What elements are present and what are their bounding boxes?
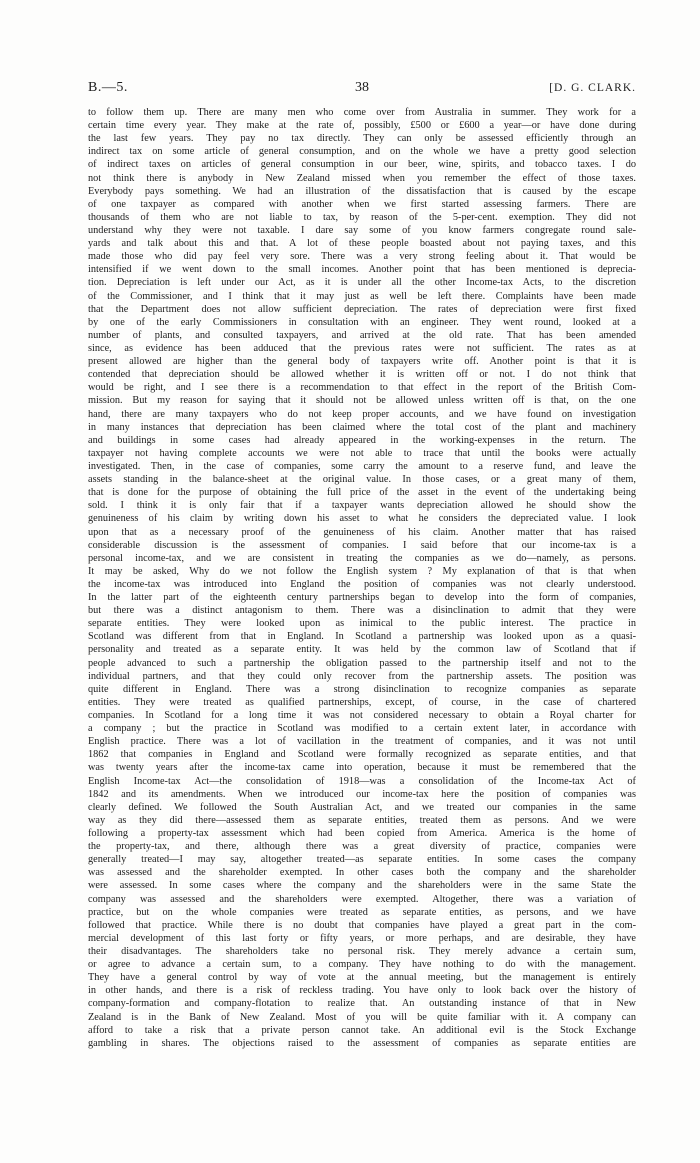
text-line: number of plants, and consulted taxpayers, and arrived at the old rate. That has been amended — [88, 329, 636, 341]
text-line: entities. They were treated as qualified partnerships, except, of course, in the case of chartered — [88, 696, 636, 708]
text-line: quite different in England. There was a strong disinclination to recognize companies as separate — [88, 683, 636, 695]
text-line: intensified if we went down to the small incomes. Another point that has been mentioned is deprecia- — [88, 264, 636, 276]
text-line: the last few years. They pay no tax directly. They can only be assessed efficiently through an — [88, 133, 636, 145]
text-line: In the latter part of the eighteenth century partnerships began to develop into the form of companies, — [88, 592, 636, 604]
text-line: It may be asked, Why do we not follow the English system ? My explanation of that is that when — [88, 565, 636, 577]
text-line: that the Department does not allow sufficient depreciation. The rates of depreciation were first fixed — [88, 303, 636, 315]
text-line: to follow them up. There are many men who come over from Australia in summer. They work for a — [88, 107, 636, 118]
text-line: made those who did pay feel very sore. There was a very strong feeling about it. That would be — [88, 251, 636, 263]
text-line: hand, there are many taxpayers who do not keep proper accounts, and we have found on investigation — [88, 408, 636, 420]
text-line: investigated. Then, in the case of companies, some carry the amount to a reserve fund, and leave the — [88, 460, 636, 472]
text-line: indirect tax on some article of general consumption, and on the whole we have a pretty good selection — [88, 146, 636, 158]
text-line: of indirect taxes on articles of general consumption in our beer, wine, spirits, and tobacco taxes. I do — [88, 159, 636, 171]
text-line: would be right, and I see there is a recommendation to that effect in the report of the British Com- — [88, 382, 636, 394]
text-line: contended that depreciation should be allowed whether it is written off or not. I do not think that — [88, 369, 636, 381]
text-line: understand why they were not taxable. I dare say some of you know farmers congregate round sale- — [88, 224, 636, 236]
text-line: Zealand is in the Bank of New Zealand. Most of you will be quite familiar with it. A company can — [88, 1011, 636, 1023]
text-line: people advanced to such a partnership the obligation passed to the partnership itself and not to the — [88, 657, 636, 669]
text-line: were assessed. In some cases where the company and the shareholders were in the same State the — [88, 880, 636, 892]
page-header — [88, 80, 636, 100]
text-line: since, as evidence has been adduced that the previous rates were not sufficient. The rates as at — [88, 342, 636, 354]
text-line: present allowed are higher than the general body of taxpayers write off. Another point is that it is — [88, 356, 636, 368]
text-line: followed that practice. While there is no doubt that companies have played a great part in the com- — [88, 919, 636, 931]
text-line: way as they did there—assessed them as separate entities, treated them as persons. And we were — [88, 814, 636, 826]
text-line: the property-tax, and there, although there was a great diversity of practice, companies were — [88, 841, 636, 853]
text-line: personality and treated as a separate entity. It was held by the common law of Scotland that if — [88, 644, 636, 656]
text-line: company-formation and company-flotation to realize that. An outstanding instance of that in New — [88, 998, 636, 1010]
text-line: of one taxpayer as compared with another when we first started assessing farmers. There are — [88, 198, 636, 210]
text-line: following a property-tax assessment which had been copied from America. America is the home of — [88, 828, 636, 840]
text-line: was assessed and the shareholder exempted. In other cases both the company and the shareholder — [88, 867, 636, 879]
text-line: afford to take a risk that a private person cannot take. An additional evil is the Stock Exchange — [88, 1024, 636, 1036]
text-line: 1862 that companies in England and Scotland were formally recognized as separate entities, and that — [88, 749, 636, 761]
text-line: mission. But my reason for saying that it should not be allowed unless written off is that, on the one — [88, 395, 636, 407]
text-line: clearly defined. We followed the South Australian Act, and we treated our companies in the same — [88, 801, 636, 813]
text-line: and buildings in some cases had already appeared in the working-expenses in the return. The — [88, 434, 636, 446]
text-line: English Income-tax Act—the consolidation of 1918—was a consolidation of the Income-tax Act of — [88, 775, 636, 787]
text-line: individual partners, and that they could only recover from the partnership assets. The position was — [88, 670, 636, 682]
text-line: considerable discussion is the assessment of companies. I said before that our income-tax is a — [88, 539, 636, 551]
text-line: tion. Depreciation is left under our Act, as it is under all the other Income-tax Acts, to the discretion — [88, 277, 636, 289]
text-line: companies. In Scotland for a long time it was not considered necessary to obtain a Royal charter for — [88, 710, 636, 722]
text-line: of the Commissioner, and I think that it may just as well be left there. Complaints have been made — [88, 290, 636, 302]
text-line: generally treated—I may say, altogether treated—as separate entities. In some cases the company — [88, 854, 636, 866]
text-line: They have a general control by way of vote at the annual meeting, but the management is entirely — [88, 972, 636, 984]
text-line: but there was a distinct antagonism to them. There was a disinclination to admit that they were — [88, 605, 636, 617]
text-line: assets standing in the balance-sheet at the original value. In those cases, or a great many of them, — [88, 474, 636, 486]
text-line: taxpayer not having complete accounts we were not able to trace that until the books were actually — [88, 447, 636, 459]
text-line: company was assessed and the shareholders were exempted. Altogether, there was a variation of — [88, 893, 636, 905]
text-line: Everybody pays something. We had an illustration of the dissatisfaction that is caused by the escape — [88, 185, 636, 197]
text-line: in many instances that depreciation has been claimed where the total cost of the plant and machinery — [88, 421, 636, 433]
text-line: genuineness of his claim by writing down his asset to what he considers the depreciated value. I look — [88, 513, 636, 525]
text-line: 1842 and its amendments. When we introduced our income-tax here the position of companies was — [88, 788, 636, 800]
text-line: personal income-tax, and we are consistent in treating the companies as we do—namely, as persons. — [88, 552, 636, 564]
text-line: English practice. There was a lot of vacillation in the treatment of companies, and it was not until — [88, 736, 636, 748]
text-line: that is done for the purpose of obtaining the full price of the asset in the event of the undertaking being — [88, 487, 636, 499]
text-line: the income-tax was introduced into England the position of companies was not clearly understood. — [88, 578, 636, 590]
text-line: or agree to advance a certain sum, to a company. They have nothing to do with the management. — [88, 959, 636, 971]
text-line: not think there is anybody in New Zealand missed when you remember the effect of those taxes. — [88, 172, 636, 184]
text-line: practice, but on the whole companies were treated as separate entities, as persons, and we have — [88, 906, 636, 918]
text-line: by one of the early Commissioners in consultation with an engineer. They went round, looked at a — [88, 316, 636, 328]
section-reference: B.—5. — [88, 80, 128, 95]
text-line: separate entities. They were looked upon as inimical to the public interest. The practice in — [88, 618, 636, 630]
text-line: mercial development of this last forty or fifty years, or more perhaps, and are desirable, they have — [88, 932, 636, 944]
text-line: yards and talk about this and that. A lot of these people boasted about not paying taxes, and this — [88, 238, 636, 250]
text-line: thousands of them who are not liable to tax, by reason of the 5-per-cent. exemption. They did not — [88, 211, 636, 223]
body-text — [88, 106, 636, 1050]
text-line: their disadvantages. The shareholders take no personal risk. They merely advance a certain sum, — [88, 946, 636, 957]
text-line: a company ; but the practice in Scotland was modified to a certain extent later, in accordance with — [88, 723, 636, 735]
text-line: sold. I think it is only fair that if a taxpayer wants depreciation allowed he should show the — [88, 500, 636, 512]
page-number: 38 — [355, 80, 369, 95]
text-line: gambling in shares. The objections raised to the assessment of companies as separate entities are — [88, 1037, 636, 1049]
text-line: in other hands, and there is a risk of reckless trading. You have only to look back over the history of — [88, 985, 636, 997]
text-line: was twenty years after the income-tax came into operation, because it must be remembered that the — [88, 762, 636, 774]
text-line: certain time every year. They make at the rate of, possibly, £500 or £600 a year—or have done during — [88, 120, 636, 132]
speaker-name: [D. G. CLARK. — [549, 82, 636, 94]
text-line: upon that as a necessary proof of the genuineness of his claim. Another matter that has raised — [88, 526, 636, 538]
text-line: Scotland was different from that in England. In Scotland a partnership was looked upon as a quasi- — [88, 631, 636, 643]
